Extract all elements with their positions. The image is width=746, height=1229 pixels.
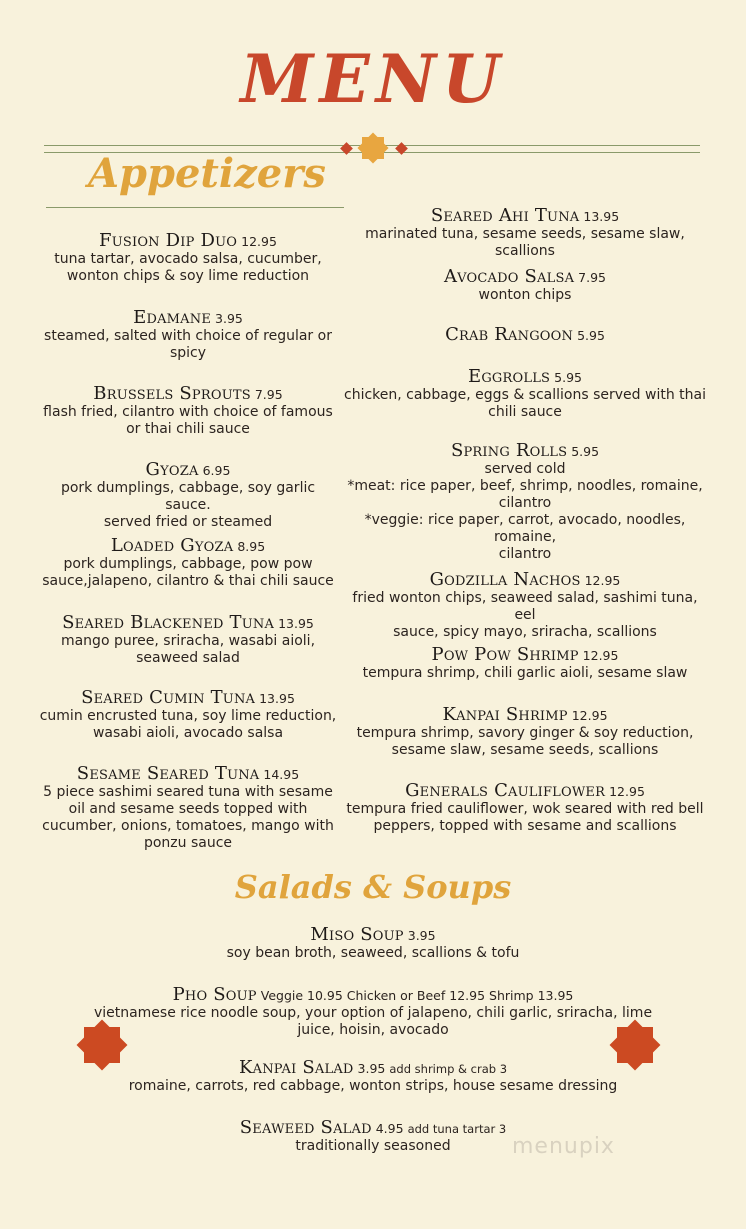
item-name: Pho Soup xyxy=(172,984,257,1005)
diamond-ornament-left xyxy=(340,142,353,155)
menu-item xyxy=(38,383,338,438)
item-price: 5.95 xyxy=(571,444,600,459)
item-price: 12.95 xyxy=(571,708,608,723)
item-description-line: mango puree, sriracha, wasabi aioli, xyxy=(60,633,316,649)
item-description-line: served cold xyxy=(484,461,566,477)
item-description-line: chili sauce xyxy=(488,404,562,420)
item-name: Generals Cauliflower xyxy=(405,780,606,801)
item-name: Sesame Seared Tuna xyxy=(76,763,260,784)
menu-title: MENU xyxy=(240,40,506,118)
menu-item xyxy=(38,687,338,742)
item-price: 14.95 xyxy=(263,767,300,782)
appetizers-heading: Appetizers xyxy=(88,150,326,197)
item-description-line: peppers, topped with sesame and scallions xyxy=(373,818,677,834)
menu-item xyxy=(340,205,710,260)
item-description-line: tuna tartar, avocado salsa, cucumber, xyxy=(54,251,322,267)
menu-item xyxy=(340,780,710,835)
item-description-line: spicy xyxy=(169,345,207,361)
item-name: Crab Rangoon xyxy=(445,324,574,345)
item-name: Gyoza xyxy=(145,459,199,480)
diamond-ornament-right xyxy=(395,142,408,155)
menu-item xyxy=(38,535,338,590)
item-description-line: wonton chips & soy lime reduction xyxy=(66,268,310,284)
item-name: Miso Soup xyxy=(310,924,404,945)
item-description-line: *veggie: rice paper, carrot, avocado, noodles, romaine, xyxy=(364,512,686,545)
star-ornament-right xyxy=(617,1027,653,1063)
item-price: Veggie 10.95 Chicken or Beef 12.95 Shrimp 13.95 xyxy=(260,988,574,1003)
item-description-line: cumin encrusted tuna, soy lime reduction, xyxy=(39,708,337,724)
item-name: Eggrolls xyxy=(468,366,551,387)
item-description-line: chicken, cabbage, eggs & scallions served with thai xyxy=(344,387,706,403)
menu-item xyxy=(38,459,338,531)
item-price: 8.95 xyxy=(237,539,266,554)
item-name: Edamane xyxy=(133,307,212,328)
item-name: Kanpai Shrimp xyxy=(442,704,568,725)
menu-item xyxy=(340,704,710,759)
item-description-line: steamed, salted with choice of regular or xyxy=(44,328,332,344)
item-price: 12.95 xyxy=(584,573,621,588)
menu-item xyxy=(340,366,710,421)
menu-item xyxy=(70,984,676,1039)
item-name: Brussels Sprouts xyxy=(93,383,251,404)
item-price: 3.95 xyxy=(357,1061,386,1076)
item-description-line: sauce,jalapeno, cilantro & thai chili sauce xyxy=(42,573,334,589)
item-price: 7.95 xyxy=(254,387,283,402)
title-ornament xyxy=(340,134,410,164)
menu-item xyxy=(340,440,710,563)
item-description-line: cilantro xyxy=(498,495,552,511)
item-name: Seared Blackened Tuna xyxy=(62,612,275,633)
salads-heading: Salads & Soups xyxy=(234,868,512,906)
item-name: Avocado Salsa xyxy=(443,266,575,287)
menu-item xyxy=(38,230,338,285)
item-name: Kanpai Salad xyxy=(238,1057,354,1078)
item-description-line: sauce, spicy mayo, sriracha, scallions xyxy=(393,624,657,640)
item-name: Pow Pow Shrimp xyxy=(431,644,579,665)
item-addon: add shrimp & crab 3 xyxy=(389,1062,508,1076)
item-description-line: romaine, carrots, red cabbage, wonton strips, house sesame dressing xyxy=(128,1078,618,1094)
item-price: 13.95 xyxy=(583,209,620,224)
item-description-line: vietnamese rice noodle soup, your option of jalapeno, chili garlic, sriracha, lime xyxy=(93,1005,653,1021)
menu-item xyxy=(340,324,710,345)
menu-item xyxy=(38,763,338,852)
item-price: 5.95 xyxy=(554,370,582,385)
item-description-line: flash fried, cilantro with choice of famous xyxy=(43,404,333,420)
item-price: 12.95 xyxy=(241,234,277,249)
item-description-line: served fried or steamed xyxy=(103,514,273,530)
item-price: 3.95 xyxy=(215,311,243,326)
item-description-line: pork dumplings, cabbage, pow pow xyxy=(63,556,313,572)
item-name: Seared Cumin Tuna xyxy=(81,687,256,708)
watermark: menupix xyxy=(512,1134,615,1159)
item-price: 13.95 xyxy=(259,691,295,706)
item-addon: add tuna tartar 3 xyxy=(407,1122,507,1136)
item-price: 4.95 xyxy=(375,1121,404,1136)
item-description-line: seaweed salad xyxy=(136,650,240,666)
item-description-line: tempura shrimp, savory ginger & soy reduction, xyxy=(356,725,694,741)
item-name: Seared Ahi Tuna xyxy=(430,205,580,226)
item-price: 7.95 xyxy=(578,270,607,285)
menu-item xyxy=(70,1057,676,1095)
item-description-line: wasabi aioli, avocado salsa xyxy=(92,725,284,741)
item-description-line: oil and sesame seeds topped with xyxy=(68,801,308,817)
item-name: Fusion Dip Duo xyxy=(99,230,238,251)
item-description-line: fried wonton chips, seaweed salad, sashimi tuna, eel xyxy=(352,590,698,623)
item-description-line: *meat: rice paper, beef, shrimp, noodles, romaine, xyxy=(347,478,703,494)
item-description-line: sesame slaw, sesame seeds, scallions xyxy=(391,742,659,758)
item-description-line: cilantro xyxy=(498,546,552,562)
item-description-line: juice, hoisin, avocado xyxy=(297,1022,449,1038)
menu-item xyxy=(340,644,710,682)
item-description-line: pork dumplings, cabbage, soy garlic sauce. xyxy=(60,480,316,513)
item-description-line: soy bean broth, seaweed, scallions & tofu xyxy=(226,945,520,961)
star-ornament xyxy=(362,137,384,159)
item-price: 6.95 xyxy=(202,463,231,478)
item-price: 12.95 xyxy=(609,784,645,799)
item-name: Loaded Gyoza xyxy=(110,535,234,556)
appetizers-rule xyxy=(46,207,344,208)
item-name: Seaweed Salad xyxy=(239,1117,372,1138)
menu-item xyxy=(38,307,338,362)
item-description-line: traditionally seasoned xyxy=(295,1138,451,1154)
item-description-line: cucumber, onions, tomatoes, mango with xyxy=(42,818,334,834)
item-price: 3.95 xyxy=(407,928,436,943)
item-description-line: wonton chips xyxy=(478,287,572,303)
menu-item xyxy=(340,569,710,641)
item-description-line: tempura shrimp, chili garlic aioli, sesame slaw xyxy=(362,665,688,681)
menu-item xyxy=(70,924,676,962)
item-price: 5.95 xyxy=(577,328,605,343)
menu-item xyxy=(38,612,338,667)
item-name: Spring Rolls xyxy=(450,440,568,461)
item-price: 13.95 xyxy=(278,616,314,631)
star-ornament-left xyxy=(84,1027,120,1063)
item-description-line: ponzu sauce xyxy=(143,835,233,851)
item-name: Godzilla Nachos xyxy=(429,569,581,590)
item-description-line: tempura fried cauliflower, wok seared with red bell xyxy=(346,801,704,817)
item-price: 12.95 xyxy=(582,648,619,663)
item-description-line: or thai chili sauce xyxy=(126,421,250,437)
item-description-line: marinated tuna, sesame seeds, sesame slaw, scallions xyxy=(365,226,685,259)
item-description-line: 5 piece sashimi seared tuna with sesame xyxy=(43,784,333,800)
menu-item xyxy=(340,266,710,304)
